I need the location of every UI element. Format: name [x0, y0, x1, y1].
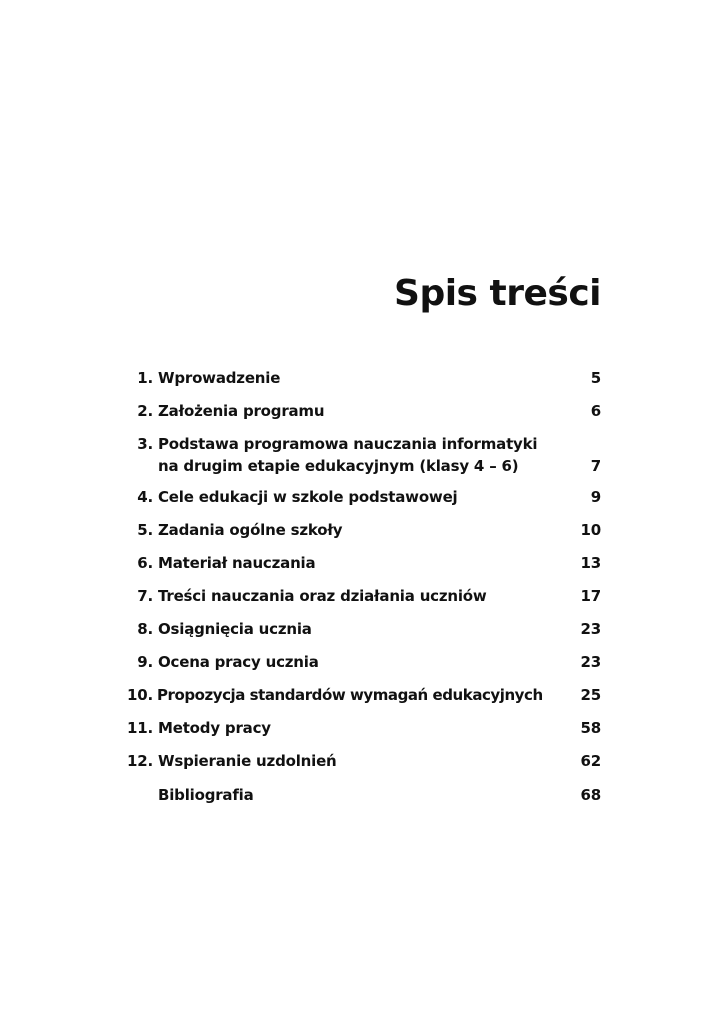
toc-entry-page: 5 [590, 369, 601, 387]
toc-entry-number: 9. [137, 653, 153, 671]
toc-entry-number: 12. [127, 752, 153, 770]
toc-entry-page: 6 [590, 402, 601, 420]
toc-entry-title: Bibliografia [158, 786, 254, 804]
toc-entry-page: 25 [580, 686, 601, 704]
toc-entry-number: 7. [137, 587, 153, 605]
toc-entry-title: Wspieranie uzdolnień [158, 752, 337, 770]
toc-entry-title: Osiągnięcia ucznia [158, 620, 312, 638]
toc-entry-number: 5. [137, 521, 153, 539]
toc-entry-number: 11. [127, 719, 153, 737]
toc-entry-number: 2. [137, 402, 153, 420]
toc-entry-page: 17 [580, 587, 601, 605]
toc-entry-number: 1. [137, 369, 153, 387]
toc-entry-page: 23 [580, 620, 601, 638]
toc-entry-title: Założenia programu [158, 402, 325, 420]
toc-entry-title: Propozycja standardów wymagań edukacyjnych [157, 686, 543, 704]
toc-entry-number: 3. [137, 435, 153, 453]
toc-entry-number: 6. [137, 554, 153, 572]
toc-entry-title: Ocena pracy ucznia [158, 653, 319, 671]
toc-entry-page: 58 [580, 719, 601, 737]
toc-entry-title: Cele edukacji w szkole podstawowej [158, 488, 458, 506]
toc-entry-page: 7 [590, 457, 601, 475]
toc-entry-page: 10 [580, 521, 601, 539]
toc-entry-title: Zadania ogólne szkoły [158, 521, 343, 539]
toc-entry-page: 68 [580, 786, 601, 804]
toc-entry-page: 23 [580, 653, 601, 671]
toc-entry-page: 9 [590, 488, 601, 506]
toc-entry-title: Materiał nauczania [158, 554, 316, 572]
toc-entry-number: 10. [127, 686, 153, 704]
toc-entry-page: 13 [580, 554, 601, 572]
toc-entry-number: 8. [137, 620, 153, 638]
toc-entry-page: 62 [580, 752, 601, 770]
toc-entry-title: Wprowadzenie [158, 369, 281, 387]
toc-entry-number: 4. [137, 488, 153, 506]
toc-entry-title: Podstawa programowa nauczania informatyki na drugim etapie edukacyjnym (klasy 4 – 6) [158, 435, 538, 475]
toc-entry-title: Metody pracy [158, 719, 271, 737]
toc-entry-title: Treści nauczania oraz działania uczniów [158, 587, 487, 605]
page-title: Spis treści [394, 273, 601, 314]
